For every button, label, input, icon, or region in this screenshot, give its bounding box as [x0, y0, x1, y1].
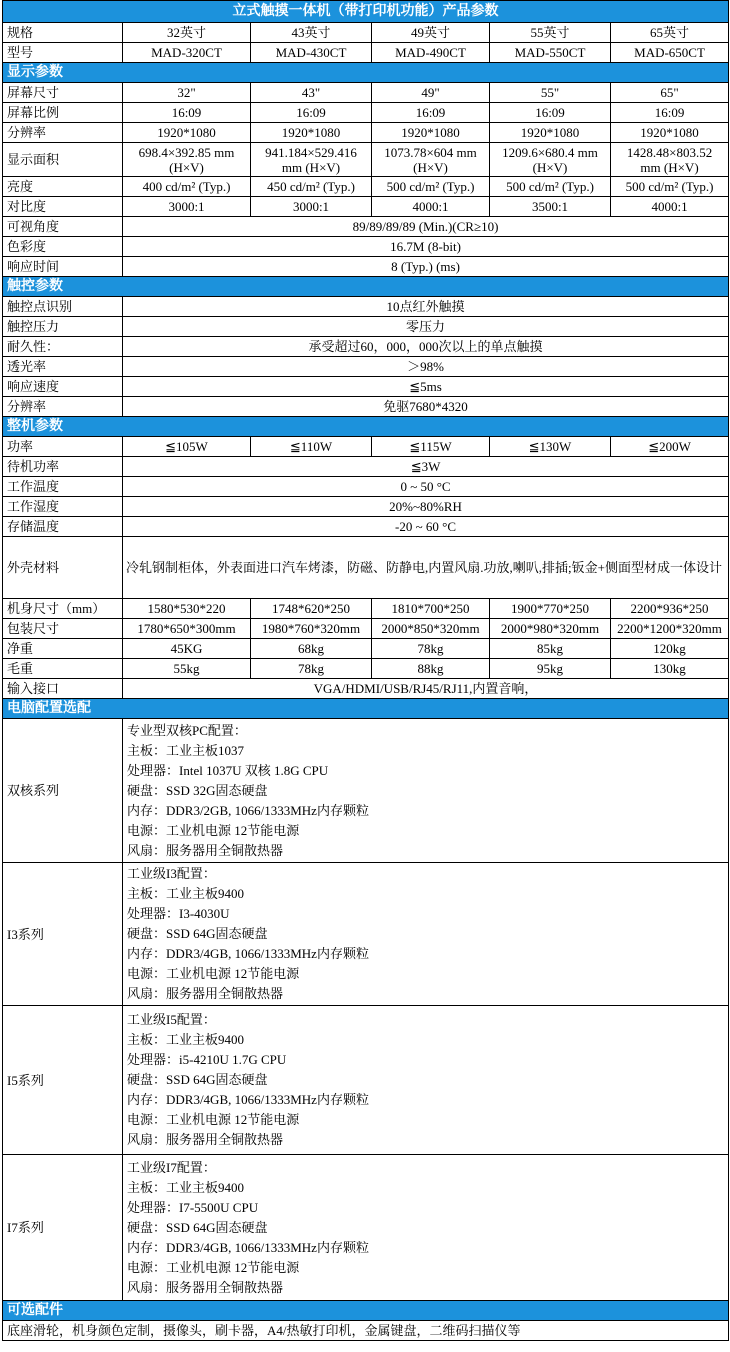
cell: 120kg: [611, 639, 729, 659]
cell: 1920*1080: [123, 123, 251, 143]
row-power: [3, 437, 729, 457]
row-pc-series: [3, 1006, 729, 1155]
section-header-touch: 触控参数: [3, 277, 729, 297]
row-label: 存储温度: [3, 517, 123, 537]
cell: [372, 143, 490, 177]
cell: 78kg: [251, 659, 372, 679]
row-response-time: [3, 257, 729, 277]
row-label: 对比度: [3, 197, 123, 217]
cell-line: (H×V): [413, 159, 448, 175]
cell: MAD-490CT: [372, 43, 490, 63]
config-line: 主板：工业主板1037: [127, 742, 245, 758]
row-label: 响应速度: [3, 377, 123, 397]
row-touch: [3, 317, 729, 337]
cell: 130kg: [611, 659, 729, 679]
cell: 2000*980*320mm: [490, 619, 611, 639]
cell: [123, 143, 251, 177]
config-line: 内存：DDR3/4GB, 1066/1333MHz内存颗粒: [127, 946, 369, 961]
cell-line: mm (H×V): [640, 159, 699, 175]
row-label: 双核系列: [3, 719, 123, 863]
cell: 1748*620*250: [251, 599, 372, 619]
row-aspect: [3, 103, 729, 123]
cell: 65英寸: [611, 23, 729, 43]
cell: 500 cd/m² (Typ.): [372, 177, 490, 197]
cell: 78kg: [372, 639, 490, 659]
cell: 89/89/89/89 (Min.)(CR≥10): [123, 217, 729, 237]
row-touch: [3, 357, 729, 377]
row-touch: [3, 297, 729, 317]
row-label: 色彩度: [3, 237, 123, 257]
cell: 冷轧钢制柜体，外表面进口汽车烤漆，防磁、防静电,内置风扇.功放,喇叭,排插;钣金+侧面型材成一体设计: [123, 537, 729, 599]
cell: ≦110W: [251, 437, 372, 457]
cell: 32英寸: [123, 23, 251, 43]
config-cell: [123, 1006, 729, 1155]
row-screen-size: [3, 83, 729, 103]
cell: 65": [611, 83, 729, 103]
cell: 1780*650*300mm: [123, 619, 251, 639]
row-viewing-angle: [3, 217, 729, 237]
cell: MAD-430CT: [251, 43, 372, 63]
row-label: 待机功率: [3, 457, 123, 477]
cell: 49": [372, 83, 490, 103]
config-line: 处理器：i5-4210U 1.7G CPU: [127, 1052, 287, 1067]
config-line: 电源：工业机电源 12节能电源: [127, 1112, 300, 1127]
cell: 95kg: [490, 659, 611, 679]
row-label: 屏幕比例: [3, 103, 123, 123]
cell: 3000:1: [251, 197, 372, 217]
cell: 49英寸: [372, 23, 490, 43]
row-label: 亮度: [3, 177, 123, 197]
cell: 450 cd/m² (Typ.): [251, 177, 372, 197]
cell-line: 698.4×392.85 mm: [138, 144, 235, 160]
row-label: 显示面积: [3, 143, 123, 177]
row-label: 分辨率: [3, 123, 123, 143]
row-pc-series: [3, 719, 729, 863]
row-label: 触控点识别: [3, 297, 123, 317]
row-label: 功率: [3, 437, 123, 457]
row-label: 屏幕尺寸: [3, 83, 123, 103]
cell: 55kg: [123, 659, 251, 679]
row-display-area: [3, 143, 729, 177]
cell: [490, 143, 611, 177]
cell: MAD-550CT: [490, 43, 611, 63]
cell-line: 1428.48×803.52: [626, 144, 713, 160]
config-line: 电源：工业机电源 12节能电源: [127, 1259, 300, 1275]
row-model: [3, 43, 729, 63]
cell-line: 941.184×529.416: [265, 144, 357, 160]
config-line: 专业型双核PC配置：: [127, 722, 247, 738]
section-header-pc: 电脑配置选配: [3, 699, 729, 719]
config-line: 处理器：I3-4030U: [127, 906, 230, 921]
cell: 0 ~ 50 °C: [123, 477, 729, 497]
cell: 零压力: [123, 317, 729, 337]
cell: 85kg: [490, 639, 611, 659]
row-label: 输入接口: [3, 679, 123, 699]
row-contrast: [3, 197, 729, 217]
cell: VGA/HDMI/USB/RJ45/RJ11,内置音响，: [123, 679, 729, 699]
config-cell: [123, 863, 729, 1006]
cell: 400 cd/m² (Typ.): [123, 177, 251, 197]
row-options: [3, 1321, 729, 1341]
cell: 3500:1: [490, 197, 611, 217]
row-label: I7系列: [3, 1155, 123, 1301]
config-line: 主板：工业主板9400: [127, 1032, 245, 1047]
cell: 88kg: [372, 659, 490, 679]
config-line: 风扇：服务器用全铜散热器: [127, 1132, 284, 1147]
row-label: I5系列: [3, 1006, 123, 1155]
table-title: 立式触摸一体机（带打印机功能）产品参数: [3, 1, 729, 23]
row-standby: [3, 457, 729, 477]
row-color: [3, 237, 729, 257]
section-header-options: 可选配件: [3, 1301, 729, 1321]
config-line: 主板：工业主板9400: [127, 886, 245, 901]
row-brightness: [3, 177, 729, 197]
row-touch: [3, 397, 729, 417]
row-dimension: [3, 599, 729, 619]
config-line: 硬盘：SSD 64G固态硬盘: [127, 1219, 268, 1235]
row-label: 毛重: [3, 659, 123, 679]
config-line: 处理器：I7-5500U CPU: [127, 1199, 259, 1215]
cell-line: 1209.6×680.4 mm: [502, 144, 598, 160]
cell: 10点红外触摸: [123, 297, 729, 317]
cell: ≦200W: [611, 437, 729, 457]
cell: 32": [123, 83, 251, 103]
cell: 1810*700*250: [372, 599, 490, 619]
config-cell: [123, 719, 729, 863]
cell: 500 cd/m² (Typ.): [611, 177, 729, 197]
cell: 16:09: [490, 103, 611, 123]
config-line: 风扇：服务器用全铜散热器: [127, 842, 284, 858]
cell: 2200*936*250: [611, 599, 729, 619]
cell: 500 cd/m² (Typ.): [490, 177, 611, 197]
row-label: 机身尺寸（mm）: [3, 599, 123, 619]
cell: MAD-320CT: [123, 43, 251, 63]
row-label: 触控压力: [3, 317, 123, 337]
cell: 1980*760*320mm: [251, 619, 372, 639]
cell: -20 ~ 60 °C: [123, 517, 729, 537]
row-touch: [3, 377, 729, 397]
cell: 3000:1: [123, 197, 251, 217]
config-line: 风扇：服务器用全铜散热器: [127, 986, 284, 1001]
row-net-weight: [3, 639, 729, 659]
cell: 2200*1200*320mm: [611, 619, 729, 639]
cell: 1920*1080: [251, 123, 372, 143]
config-line: 内存：DDR3/2GB, 1066/1333MHz内存颗粒: [127, 802, 369, 818]
row-label: 响应时间: [3, 257, 123, 277]
row-label: 规格: [3, 23, 123, 43]
cell: 43": [251, 83, 372, 103]
config-line: 工业级I5配置：: [127, 1012, 216, 1027]
cell: ≦3W: [123, 457, 729, 477]
section-header-display: 显示参数: [3, 63, 729, 83]
cell: ≦115W: [372, 437, 490, 457]
row-storage-temp: [3, 517, 729, 537]
row-label: 包装尺寸: [3, 619, 123, 639]
cell: 免驱7680*4320: [123, 397, 729, 417]
row-package: [3, 619, 729, 639]
row-label: 可视角度: [3, 217, 123, 237]
cell: 16:09: [251, 103, 372, 123]
cell: 4000:1: [372, 197, 490, 217]
options-text: 底座滑轮，机身颜色定制，摄像头，刷卡器，A4/热敏打印机，金属键盘，二维码扫描仪等: [3, 1321, 729, 1341]
row-label: 透光率: [3, 357, 123, 377]
config-line: 电源：工业机电源 12节能电源: [127, 966, 300, 981]
cell: 16:09: [611, 103, 729, 123]
row-touch: [3, 337, 729, 357]
config-line: 风扇：服务器用全铜散热器: [127, 1279, 284, 1295]
row-label: 外壳材料: [3, 537, 123, 599]
cell: [251, 143, 372, 177]
row-label: 净重: [3, 639, 123, 659]
cell: 16:09: [372, 103, 490, 123]
config-line: 处理器：Intel 1037U 双核 1.8G CPU: [127, 762, 329, 778]
cell-line: mm (H×V): [281, 159, 341, 175]
cell: ≦5ms: [123, 377, 729, 397]
row-material: [3, 537, 729, 599]
cell: 55英寸: [490, 23, 611, 43]
cell: 1920*1080: [490, 123, 611, 143]
config-line: 内存：DDR3/4GB, 1066/1333MHz内存颗粒: [127, 1092, 369, 1107]
row-label: 工作温度: [3, 477, 123, 497]
cell: 20%~80%RH: [123, 497, 729, 517]
cell: MAD-650CT: [611, 43, 729, 63]
row-work-temp: [3, 477, 729, 497]
cell: 16.7M (8-bit): [123, 237, 729, 257]
cell-line: (H×V): [169, 159, 204, 175]
cell: 4000:1: [611, 197, 729, 217]
section-header-machine: 整机参数: [3, 417, 729, 437]
config-line: 主板：工业主板9400: [127, 1179, 245, 1195]
cell: 55": [490, 83, 611, 103]
config-line: 硬盘：SSD 64G固态硬盘: [127, 926, 268, 941]
cell: 43英寸: [251, 23, 372, 43]
cell: 2000*850*320mm: [372, 619, 490, 639]
cell: ≦105W: [123, 437, 251, 457]
config-cell: [123, 1155, 729, 1301]
cell-line: 1073.78×604 mm: [384, 144, 477, 160]
spec-table: [2, 0, 729, 1341]
row-work-humidity: [3, 497, 729, 517]
row-resolution: [3, 123, 729, 143]
row-label: 分辨率: [3, 397, 123, 417]
cell: 8 (Typ.) (ms): [123, 257, 729, 277]
cell: 68kg: [251, 639, 372, 659]
cell: ＞98%: [123, 357, 729, 377]
config-line: 内存：DDR3/4GB, 1066/1333MHz内存颗粒: [127, 1239, 369, 1255]
cell: 45KG: [123, 639, 251, 659]
config-line: 工业级I7配置：: [127, 1159, 216, 1175]
cell: 1920*1080: [372, 123, 490, 143]
cell: 16:09: [123, 103, 251, 123]
config-line: 硬盘：SSD 64G固态硬盘: [127, 1072, 268, 1087]
row-label: I3系列: [3, 863, 123, 1006]
cell-line: (H×V): [532, 159, 568, 175]
row-spec: [3, 23, 729, 43]
config-line: 硬盘：SSD 32G固态硬盘: [127, 782, 268, 798]
row-gross-weight: [3, 659, 729, 679]
cell: 1900*770*250: [490, 599, 611, 619]
cell: 承受超过60，000，000次以上的单点触摸: [123, 337, 729, 357]
cell: 1580*530*220: [123, 599, 251, 619]
row-label: 耐久性：: [3, 337, 123, 357]
config-line: 工业级I3配置：: [127, 866, 216, 881]
cell: 1920*1080: [611, 123, 729, 143]
cell: ≦130W: [490, 437, 611, 457]
config-line: 电源：工业机电源 12节能电源: [127, 822, 300, 838]
row-interface: [3, 679, 729, 699]
cell: [611, 143, 729, 177]
row-label: 型号: [3, 43, 123, 63]
row-pc-series: [3, 1155, 729, 1301]
row-label: 工作湿度: [3, 497, 123, 517]
row-pc-series: [3, 863, 729, 1006]
